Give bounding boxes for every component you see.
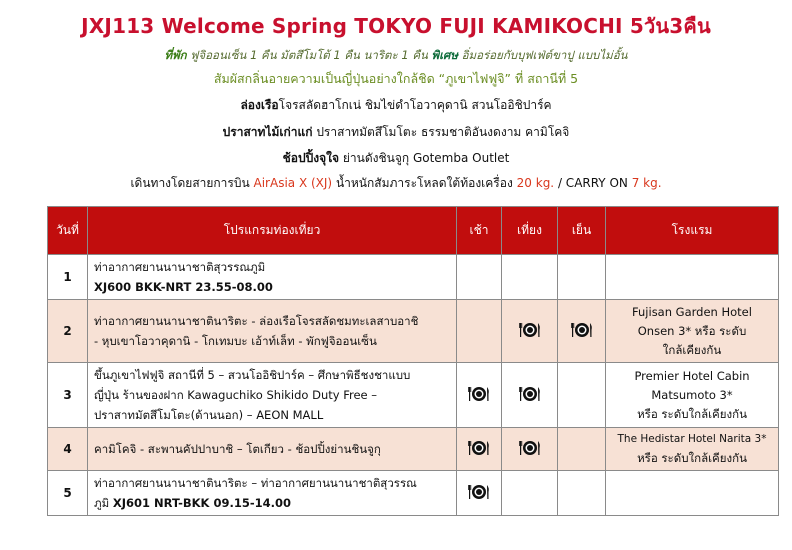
program-line-prefix: ภูมิ	[94, 496, 110, 510]
program-cell	[88, 300, 457, 363]
flight-info: XJ600 BKK-NRT 23.55-08.00	[94, 280, 273, 294]
lunch-cell	[502, 428, 558, 471]
boat-line	[0, 96, 792, 115]
plate-fork-knife-icon	[571, 321, 593, 339]
dinner-cell	[558, 471, 606, 516]
breakfast-cell	[457, 471, 502, 516]
table-row	[48, 471, 779, 516]
flight-line	[0, 174, 792, 193]
hotel-cell	[606, 255, 779, 300]
accommodation-line	[0, 47, 792, 65]
stay-text: ฟูจิออนเซ็น 1 คืน มัตสึโมโต้ 1 คืน นาริตะ 1 คืน	[190, 48, 428, 62]
carry-on-text: / CARRY ON	[557, 176, 628, 190]
breakfast-cell	[457, 255, 502, 300]
page-title: JXJ113 Welcome Spring TOKYO FUJI KAMIKOCHI 5วัน3คืน	[81, 14, 711, 38]
dinner-cell	[558, 363, 606, 428]
program-line: ขึ้นภูเขาไฟฟูจิ สถานีที่ 5 – สวนโออิชิปาร์ค – ศึกษาพิธีชงชาแบบ	[94, 368, 411, 382]
program-line: ญี่ปุ่น ร้านของฝาก Kawaguchiko Shikido Duty Free –	[94, 388, 378, 402]
special-label: พิเศษ	[431, 48, 458, 62]
shop-text: ย่านดังชินจูกุ Gotemba Outlet	[342, 151, 510, 165]
hotel-line: Fujisan Garden Hotel	[632, 304, 752, 319]
plate-fork-knife-icon	[468, 439, 490, 457]
shop-label: ช้อปปิ้งจุใจ	[282, 151, 340, 165]
table-row	[48, 428, 779, 471]
header-program: โปรแกรมท่องเที่ยว	[88, 207, 457, 255]
table-row	[48, 255, 779, 300]
program-cell	[88, 428, 457, 471]
flight-info: XJ601 NRT-BKK 09.15-14.00	[112, 496, 291, 510]
table-header-row	[48, 207, 779, 255]
hotel-cell	[606, 471, 779, 516]
day-number: 5	[48, 471, 88, 516]
baggage-text: น้ำหนักสัมภาระโหลดใต้ท้องเครื่อง	[335, 176, 513, 190]
program-line: คามิโคจิ - สะพานคัปปาบาชิ – โตเกียว - ช้อปปิ้งย่านชินจูกุ	[94, 442, 381, 456]
breakfast-cell	[457, 428, 502, 471]
castle-text: ปราสาทมัตสึโมโตะ ธรรมชาติอันงดงาม คามิโคจิ	[316, 125, 570, 139]
boat-text: โจรสลัดฮาโกเน่ ชิมไข่ดำโอวาคุดานิ สวนโออิชิปาร์ค	[278, 98, 552, 112]
stay-label: ที่พัก	[164, 48, 187, 62]
day-number: 2	[48, 300, 88, 363]
program-cell	[88, 471, 457, 516]
dinner-cell	[558, 300, 606, 363]
experience-line: สัมผัสกลิ่นอายความเป็นญี่ปุ่นอย่างใกล้ชิด “ภูเขาไฟฟูจิ” ที่ สถานีที่ 5	[213, 71, 579, 86]
lunch-cell	[502, 300, 558, 363]
table-row	[48, 363, 779, 428]
hotel-line: The Hedistar Hotel Narita 3*	[617, 433, 767, 445]
hotel-line: Matsumoto 3*	[651, 387, 733, 402]
program-line: ปราสาทมัตสึโมโตะ(ด้านนอก) – AEON MALL	[94, 408, 324, 422]
carry-on-weight: 7 kg.	[631, 176, 662, 190]
breakfast-cell	[457, 363, 502, 428]
itinerary-table	[47, 206, 779, 516]
header-breakfast: เช้า	[457, 207, 502, 255]
hotel-cell	[606, 428, 779, 471]
plate-fork-knife-icon	[468, 483, 490, 501]
lunch-cell	[502, 255, 558, 300]
program-cell	[88, 363, 457, 428]
day-number: 3	[48, 363, 88, 428]
hotel-cell	[606, 363, 779, 428]
table-row	[48, 300, 779, 363]
flight-prefix: เดินทางโดยสายการบิน	[130, 176, 250, 190]
dinner-cell	[558, 255, 606, 300]
hotel-cell	[606, 300, 779, 363]
lunch-cell	[502, 471, 558, 516]
program-line: ท่าอากาศยานนานาชาติสุวรรณภูมิ	[94, 260, 266, 274]
day-number: 4	[48, 428, 88, 471]
hotel-line: Premier Hotel Cabin	[634, 368, 750, 383]
program-line: ท่าอากาศยานนานาชาตินาริตะ – ท่าอากาศยานนานาชาติสุวรรณ	[94, 476, 417, 490]
hotel-line: หรือ ระดับใกล้เคียงกัน	[637, 406, 747, 421]
plate-fork-knife-icon	[468, 385, 490, 403]
castle-line	[0, 123, 792, 142]
program-line: - หุบเขาโอวาคุดานิ - โกเทมบะ เอ้าท์เล็ท - พักฟูจิออนเซ็น	[94, 334, 377, 348]
program-line	[94, 493, 450, 513]
header-hotel: โรงแรม	[606, 207, 779, 255]
shopping-line	[0, 149, 792, 168]
breakfast-cell	[457, 300, 502, 363]
header-dinner: เย็น	[558, 207, 606, 255]
program-cell	[88, 255, 457, 300]
hotel-line: ใกล้เคียงกัน	[662, 342, 722, 357]
day-number: 1	[48, 255, 88, 300]
baggage-weight: 20 kg.	[516, 176, 555, 190]
hotel-line: หรือ ระดับใกล้เคียงกัน	[637, 451, 747, 465]
castle-label: ปราสาทไม้เก่าแก่	[222, 125, 313, 139]
boat-label: ล่องเรือ	[240, 98, 279, 112]
plate-fork-knife-icon	[519, 321, 541, 339]
header-day: วันที่	[48, 207, 88, 255]
airline-name: AirAsia X (XJ)	[253, 176, 333, 190]
dinner-cell	[558, 428, 606, 471]
plate-fork-knife-icon	[519, 439, 541, 457]
header-lunch: เที่ยง	[502, 207, 558, 255]
lunch-cell	[502, 363, 558, 428]
plate-fork-knife-icon	[519, 385, 541, 403]
program-line: ท่าอากาศยานนานาชาตินาริตะ - ล่องเรือโจรสลัดชมทะเลสาบอาชิ	[94, 314, 419, 328]
special-text: อิ่มอร่อยกับบุฟเฟ่ต์ขาปู แบบไม่อั้น	[461, 48, 628, 62]
hotel-line: Onsen 3* หรือ ระดับ	[637, 323, 747, 338]
